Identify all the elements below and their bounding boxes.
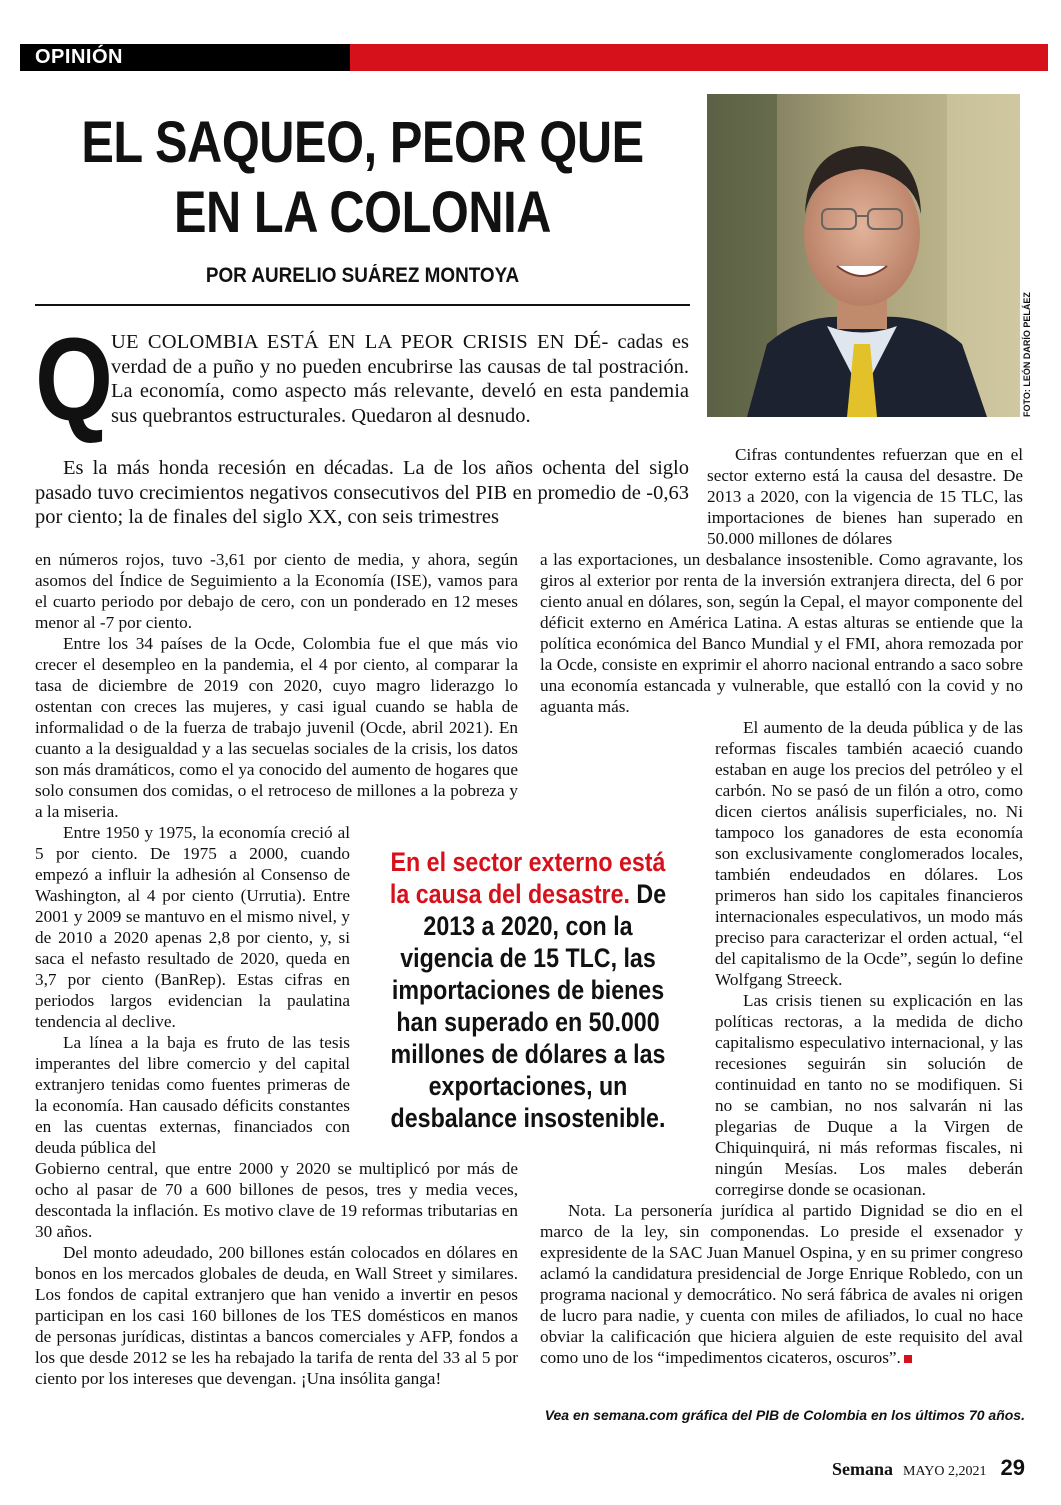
photo-credit: FOTO: LEÓN DARÍO PELÁEZ [1022, 292, 1032, 417]
pull-quote-red: En el sector externo está la causa del desastre. [389, 847, 666, 909]
author-photo [707, 94, 1020, 417]
magazine-name: Semana [832, 1459, 894, 1479]
page-number: 29 [1000, 1455, 1025, 1480]
end-mark [904, 1355, 912, 1363]
headline-line-2: EN LA COLONIA [173, 180, 552, 245]
right-paragraph-2: El aumento de la deuda pública y de las reformas fiscales también acaeció cuando estaban en auge los precios del petróleo y el carbón. No se pasó de un filón a otro, como dicen ciertos análisis superficiales, no. Ni tampoco los ganadores de esta economía son exclusivamente conglomerados locales, también endeudados en dólares. Los primeros han sido los capitales financieros internacionales especulativos, un modo más preciso para caracterizar el orden actual, “el del capitalismo de la Ocde”, según lo define Wolfgang Streeck. [715, 718, 1023, 989]
headline [75, 108, 650, 248]
footer-note: Vea en semana.com gráfica del PIB de Colombia en los últimos 70 años. [544, 1407, 1025, 1423]
lede-caps-line: UE COLOMBIA ESTÁ EN LA PEOR CRISIS EN DÉ- [111, 331, 609, 353]
right-paragraph-4-text: Nota. La personería jurídica al partido Dignidad se dio en el marco de la ley, sin componendas. Lo preside el exsenador y expresidente de la SAC Juan Manuel Ospina, y en su primer congreso aclamó la candidatura presidencial de Jorge Enrique Robledo, con un programa nacional y democrático. No será fábrica de avales ni origen de lucro para nadie, y cuenta con miles de afiliados, lo cual no hace obviar la calificación que hiciera alguien de este requisito del aval como uno de los “impedimentos cicateros, oscuros”. [540, 1201, 1023, 1367]
left-column-narrow [35, 822, 350, 1158]
right-paragraph-1b: a las exportaciones, un desbalance insostenible. Como agravante, los giros al exterior por renta de la inversión extranjera directa, del 6 por ciento anual en dólares, son, según la Cepal, el mayor componente del déficit externo en América Latina. A estas alturas se entiende que la política económica del Banco Mundial y el FMI, ahora remozada por la Ocde, consiste en exprimir el ahorro nacional entrando a saco sobre una economía estancada y vulnerable, que estalló con la covid y no aguanta más. [540, 550, 1024, 716]
left-paragraph-1: en números rojos, tuvo -3,61 por ciento de media, y ahora, según asomos del Índice de Seguimiento a la Economía (ISE), vamos para el cuarto periodo por debajo de cero, con un ponderado en 12 meses menor al -7 por ciento. [35, 550, 518, 632]
left-paragraph-3: Entre 1950 y 1975, la economía creció al 5 por ciento. De 1975 a 2000, cuando empezó a influir la adhesión al Consenso de Washington, al 4 por ciento (Urrutia). Entre 2001 y 2009 se mantuvo en el mismo nivel, y de 2010 a 2020 apenas 2,8 por ciento, y, si saca el nefasto resultado de 2020, queda en 3,7 por ciento (BanRep). Estas cifras en periodos largos evidencian la paulatina tendencia al declive. [35, 823, 350, 1031]
author-portrait [707, 94, 1020, 417]
headline-line-1: EL SAQUEO, PEOR QUE [81, 110, 644, 175]
pull-quote [382, 846, 674, 1134]
left-paragraph-2: Entre los 34 países de la Ocde, Colombia fue el que más vio crecer el desempleo en la pandemia, el 4 por ciento, al comparar la tasa de diciembre de 2019 con 2020, cuyo magro liderazgo lo ostentan con creces las mujeres, y casi igual cuando se habla de informalidad o de la fuerza de trabajo juvenil (Ocde, abril 2021). En cuanto a la desigualdad y a las secuelas sociales de la crisis, los datos son más dramáticos, como el ya conocido del aumento de hogares que solo consumen dos comidas, o el retroceso de millones a la pobreza y a la miseria. [35, 634, 519, 821]
section-label: OPINIÓN [35, 46, 123, 68]
left-paragraph-4b: Gobierno central, que entre 2000 y 2020 se multiplicó por más de ocho al pasar de 70 a 600 billones de pesos, tres y media veces, descontada la inflación. Es motivo clave de 19 reformas tributarias en 30 años. [35, 1159, 518, 1241]
folio [700, 1455, 1025, 1481]
section-bar [20, 44, 1048, 71]
right-column-top [707, 444, 1023, 549]
pull-quote-black: De 2013 a 2020, con la vigencia de 15 TLC, las importaciones de bienes han superado en 50.000 millones de dólares a las exportaciones, un desbalance insostenible. [390, 879, 667, 1133]
lede-paragraph-1 [35, 314, 689, 446]
right-paragraph-3: Las crisis tienen su explicación en las políticas rectoras, a la medida de dicho capitalismo especulativo internacional, y las recesiones seguirán sin solución de continuidad en tanto no se modifiquen. Si no se cambian, no nos salvarán ni las plegarias de Duque a la Virgen de Chiquinquirá, ni más reformas fiscales, ni ningún Mesías. Los males deberán corregirse donde se ocasionan. [715, 991, 1023, 1199]
lede-rest: cadas es verdad de a puño y no pueden encubrirse las causas de tal postración. La economía, como aspecto más relevante, develó en esta pandemia sus quebrantos estructurales. Quedaron al desnudo. [111, 331, 689, 427]
drop-cap: Q [35, 314, 114, 446]
byline: POR AURELIO SUÁREZ MONTOYA [205, 264, 520, 287]
right-paragraph-4 [540, 1200, 1023, 1368]
lede-paragraph-2: Es la más honda recesión en décadas. La de los años ochenta del siglo pasado tuvo crecimientos negativos consecutivos del PIB en promedio de -0,63 por ciento; la de finales del siglo XX, con seis trimestres [35, 457, 689, 528]
right-paragraph-1: Cifras contundentes refuerzan que en el sector externo está la causa del desastre. De 2013 a 2020, con la vigencia de 15 TLC, las importaciones de bienes han superado en 50.000 millones de dólares [707, 445, 1023, 548]
left-paragraph-4: La línea a la baja es fruto de las tesis imperantes del libre comercio y del capital extranjero tenidas como fuentes primeras de la economía. Han causado déficits constantes en las cuentas externas, financiados con deuda pública del [35, 1033, 350, 1157]
issue-date: MAYO 2,2021 [903, 1464, 987, 1479]
headline-rule [35, 304, 690, 306]
left-paragraph-5: Del monto adeudado, 200 billones están colocados en dólares en bonos en los mercados globales de deuda, en Wall Street y similares. Los fondos de capital extranjero que han venido a invertir en pesos participan en los casi 160 billones de los TES domésticos en manos de personas jurídicas, distintas a bancos comerciales y AFP, fondos a los que desde 2012 se les ha rebajado la tarifa de renta del 33 al 5 por ciento por los intereses que devengan. ¡Una insólita ganga! [35, 1243, 518, 1388]
